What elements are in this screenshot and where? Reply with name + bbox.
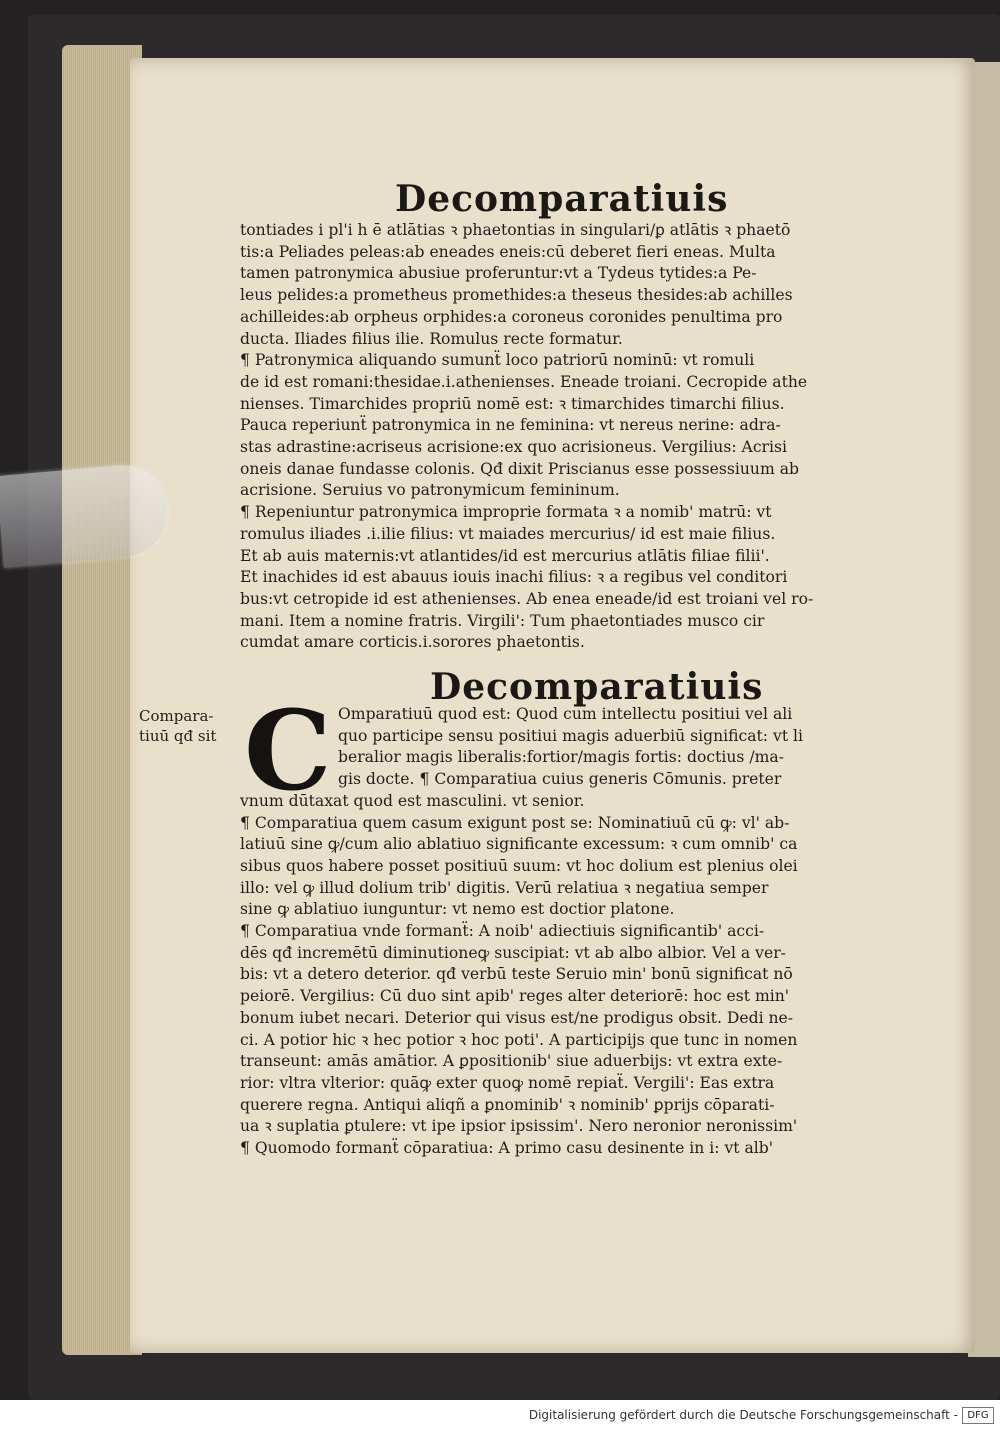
text-line: romulus iliades .i.ilie filius: vt maiades mercurius/ id est maie filius. (240, 524, 776, 543)
text-line: beralior magis liberalis:fortior/magis fortis: doctius /ma- (338, 748, 784, 767)
text-line: sibus quos habere posset positiuū suum: vt hoc dolium est plenius olei (240, 856, 798, 875)
text-line: quo participe sensu positiui magis aduerbiū significat: vt li (338, 726, 804, 745)
text-line: leus pelides:a prometheus promethides:a theseus thesides:ab achilles (240, 286, 793, 305)
text-line: Et ab auis maternis:vt atlantides/id est mercurius atlātis filiae filii'. (240, 546, 770, 565)
text-line: oneis danae fundasse colonis. Qđ dixit Priscianus esse possessiuum ab (240, 459, 799, 478)
decorated-initial: C (244, 686, 332, 815)
text-block-second (240, 704, 885, 1160)
text-line: Pauca reperiunẗ patronymica in ne feminina: vt nereus nerine: adra- (240, 416, 781, 435)
text-line: dēs qđ incremētū diminutioneꝙ suscipiat: vt ab albo albior. Vel a ver- (240, 943, 786, 962)
text-line: vnum dūtaxat quod est masculini. vt senior. (240, 791, 585, 810)
text-line: ¶ Comparatiua vnde formanẗ: A noib' adiectiuis significantib' acci- (240, 922, 765, 941)
text-line: cumdat amare corticis.i.sorores phaetontis. (240, 633, 585, 652)
section-heading-second: Decomparatiuis (430, 666, 764, 708)
text-line: querere regna. Antiqui aliqñ a ꝑnominib' ꝛ nominib' ꝑprijs cōparati- (240, 1095, 775, 1114)
text-line: bus:vt cetropide id est athenienses. Ab enea eneade/id est troiani vel ro- (240, 589, 814, 608)
text-line: ci. A potior hic ꝛ hec potior ꝛ hoc poti'. A participijs que tunc in nomen (240, 1030, 798, 1049)
text-line: achilleides:ab orpheus orphides:a coroneus coronides penultima pro (240, 307, 783, 326)
text-line: stas adrastine:acriseus acrisione:ex quo acrisioneus. Vergilius: Acrisi (240, 438, 787, 457)
text-line: tis:a Peliades peleas:ab eneades eneis:cū deberet fieri eneas. Multa (240, 242, 776, 261)
footer-bar (0, 1400, 1000, 1429)
text-line: gis docte. ¶ Comparatiua cuius generis Cōmunis. preter (338, 770, 782, 789)
text-line: acrisione. Seruius vo patronymicum femininum. (240, 481, 620, 500)
text-line: ¶ Quomodo formanẗ cōparatiua: A primo casu desinente in i: vt alb' (240, 1139, 774, 1158)
text-line: tiuū qđ sit (139, 727, 217, 745)
text-line: transeunt: amās amātior. A ꝑpositionib' siue aduerbijs: vt extra exte- (240, 1052, 783, 1071)
text-block-first (240, 220, 885, 654)
text-line: mani. Item a nomine fratris. Virgili': Tum phaetontiades musco cir (240, 611, 765, 630)
text-line: peiorē. Vergilius: Cū duo sint apib' reges alter deteriorē: hoc est min' (240, 987, 790, 1006)
text-line: ¶ Patronymica aliquando sumunẗ loco patriorū nominū: vt romuli (240, 351, 755, 370)
text-line: ¶ Repeniuntur patronymica improprie formata ꝛ a nomib' matrū: vt (240, 503, 772, 522)
text-line: Et inachides id est abauus iouis inachi filius: ꝛ a regibus vel conditori (240, 568, 788, 587)
section-heading-first: Decomparatiuis (395, 178, 729, 220)
text-line: Compara- (139, 707, 214, 725)
margin-note (139, 706, 249, 746)
text-line: Omparatiuū quod est: Quod cum intellectu positiui vel ali (338, 705, 793, 723)
text-line: tamen patronymica abusiue proferuntur:vt a Tydeus tytides:a Pe- (240, 264, 757, 283)
text-line: nienses. Timarchides propriū nomē est: ꝛ timarchides timarchi filius. (240, 394, 785, 413)
text-line: ua ꝛ suplatia ꝑtulere: vt ipe ipsior ipsissim'. Nero neronior neronissim' (240, 1117, 798, 1136)
text-line: rior: vltra vlterior: quāꝙ exter quoꝙ nomē repiaẗ. Vergili': Eas extra (240, 1073, 775, 1092)
text-line: tontiades i pl'i h ē atlātias ꝛ phaetontias in singulari/ꝑ atlātis ꝛ phaetō (240, 221, 791, 239)
text-line: illo: vel ꝙ illud dolium trib' digitis. Verū relatiua ꝛ negatiua semper (240, 878, 769, 897)
dfg-logo[interactable]: DFG (962, 1407, 994, 1424)
text-line: bis: vt a detero deterior. qđ verbū teste Seruio min' bonū significat nō (240, 965, 793, 984)
text-line: ¶ Comparatiua quem casum exigunt post se: Nominatiuū cū ꝙ: vl' ab- (240, 813, 790, 832)
text-line: sine ꝙ ablatiuo iunguntur: vt nemo est doctior platone. (240, 900, 675, 919)
text-line: ducta. Iliades filius ilie. Romulus recte formatur. (240, 329, 623, 348)
footer-credit: Digitalisierung gefördert durch die Deutsche Forschungsgemeinschaft - (528, 1408, 958, 1422)
text-line: latiuū sine ꝙ/cum alio ablatiuo significante excessum: ꝛ cum omnib' ca (240, 835, 798, 854)
text-line: de id est romani:thesidae.i.athenienses. Eneade troiani. Cecropide athe (240, 372, 808, 391)
text-line: bonum iubet necari. Deterior qui visus est/ne prodigus obsit. Dedi ne- (240, 1008, 794, 1027)
